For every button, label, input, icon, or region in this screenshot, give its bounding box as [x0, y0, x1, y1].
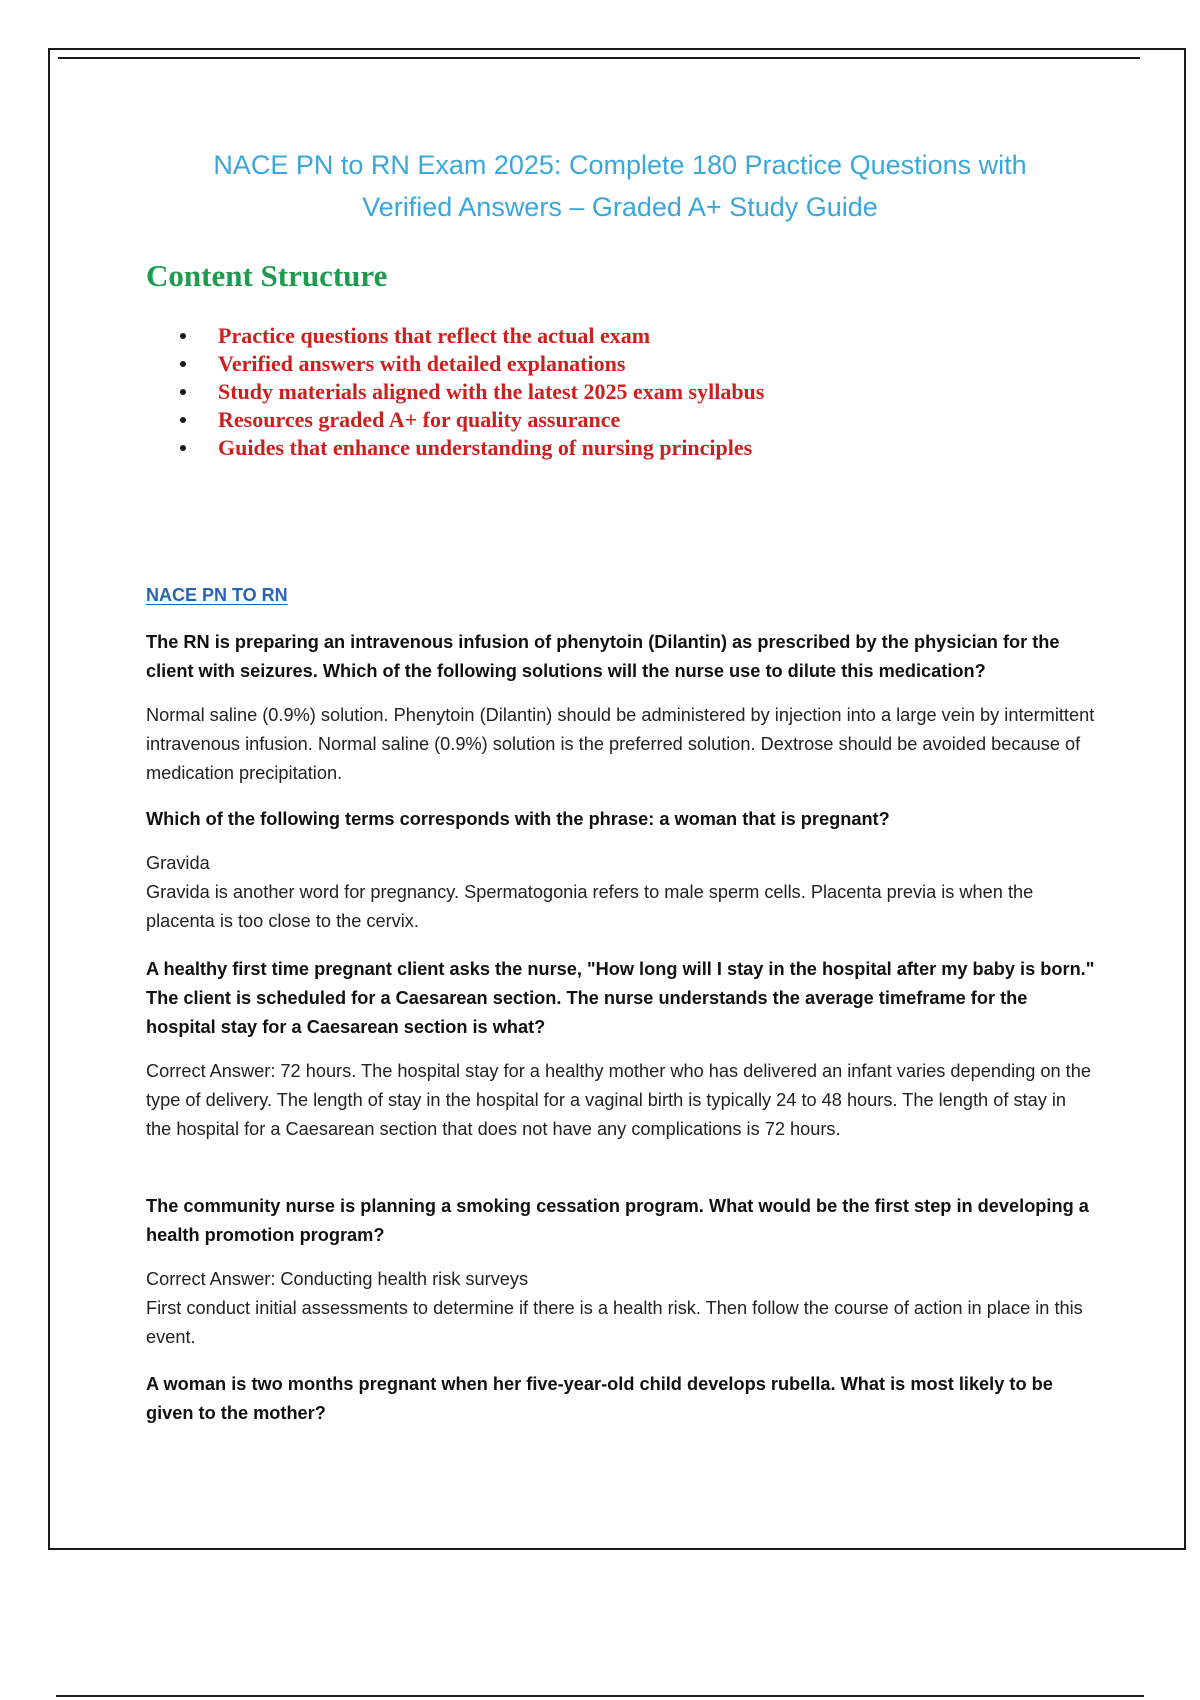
- bullet-icon: [180, 361, 186, 367]
- top-rule: [58, 57, 1140, 59]
- question-text: A woman is two months pregnant when her five-year-old child develops rubella. What is most likely to be given to the mother?: [146, 1374, 1053, 1423]
- section-label: NACE PN TO RN: [146, 585, 288, 605]
- question-block: [146, 955, 1096, 1144]
- bullet-icon: [180, 389, 186, 395]
- content-structure-list: [170, 322, 764, 462]
- answer-line: Correct Answer: Conducting health risk surveys: [146, 1269, 529, 1289]
- bullet-icon: [180, 445, 186, 451]
- answer-line: Gravida: [146, 853, 210, 873]
- question-text: The RN is preparing an intravenous infusion of phenytoin (Dilantin) as prescribed by the physician for the client with seizures. Which of the following solutions will the nurse use to dilute this medication?: [146, 632, 1060, 681]
- question-text: The community nurse is planning a smoking cessation program. What would be the first step in developing a health promotion program?: [146, 1196, 1089, 1245]
- answer-text: Normal saline (0.9%) solution. Phenytoin (Dilantin) should be administered by injection into a large vein by intermittent intravenous infusion. Normal saline (0.9%) solution is the preferred solution. Dextrose should be avoided because of medication precipitation.: [146, 705, 1095, 783]
- title-line-2: Verified Answers – Graded A+ Study Guide: [362, 192, 878, 222]
- answer-text: Correct Answer: 72 hours. The hospital stay for a healthy mother who has delivered an infant varies depending on the type of delivery. The length of stay in the hospital for a vaginal birth is typically 24 to 48 hours. The length of stay in the hospital for a Caesarean section that does not have any complications is 72 hours.: [146, 1061, 1091, 1139]
- question-text: A healthy first time pregnant client asks the nurse, "How long will I stay in the hospital after my baby is born." The client is scheduled for a Caesarean section. The nurse understands the average timeframe for the hospital stay for a Caesarean section is what?: [146, 959, 1095, 1037]
- answer-text: First conduct initial assessments to determine if there is a health risk. Then follow the course of action in place in this event.: [146, 1298, 1083, 1347]
- page-footer-rule: [56, 1695, 1144, 1697]
- list-item: Resources graded A+ for quality assurance: [170, 406, 764, 434]
- content-structure-heading: Content Structure: [146, 258, 388, 293]
- list-item: Guides that enhance understanding of nursing principles: [170, 434, 764, 462]
- question-block: [146, 1192, 1096, 1352]
- bullet-icon: [180, 333, 186, 339]
- question-block: [146, 805, 1096, 936]
- list-item: Practice questions that reflect the actual exam: [170, 322, 764, 350]
- list-item: Study materials aligned with the latest 2025 exam syllabus: [170, 378, 764, 406]
- list-item: Verified answers with detailed explanations: [170, 350, 764, 378]
- question-block: [146, 1370, 1096, 1428]
- title-line-1: NACE PN to RN Exam 2025: Complete 180 Practice Questions with: [213, 150, 1027, 180]
- question-block: [146, 628, 1096, 788]
- answer-text: Gravida is another word for pregnancy. Spermatogonia refers to male sperm cells. Placenta previa is when the placenta is too close to the cervix.: [146, 882, 1034, 931]
- question-text: Which of the following terms corresponds with the phrase: a woman that is pregnant?: [146, 809, 890, 829]
- document-title: [130, 144, 1110, 228]
- bullet-icon: [180, 417, 186, 423]
